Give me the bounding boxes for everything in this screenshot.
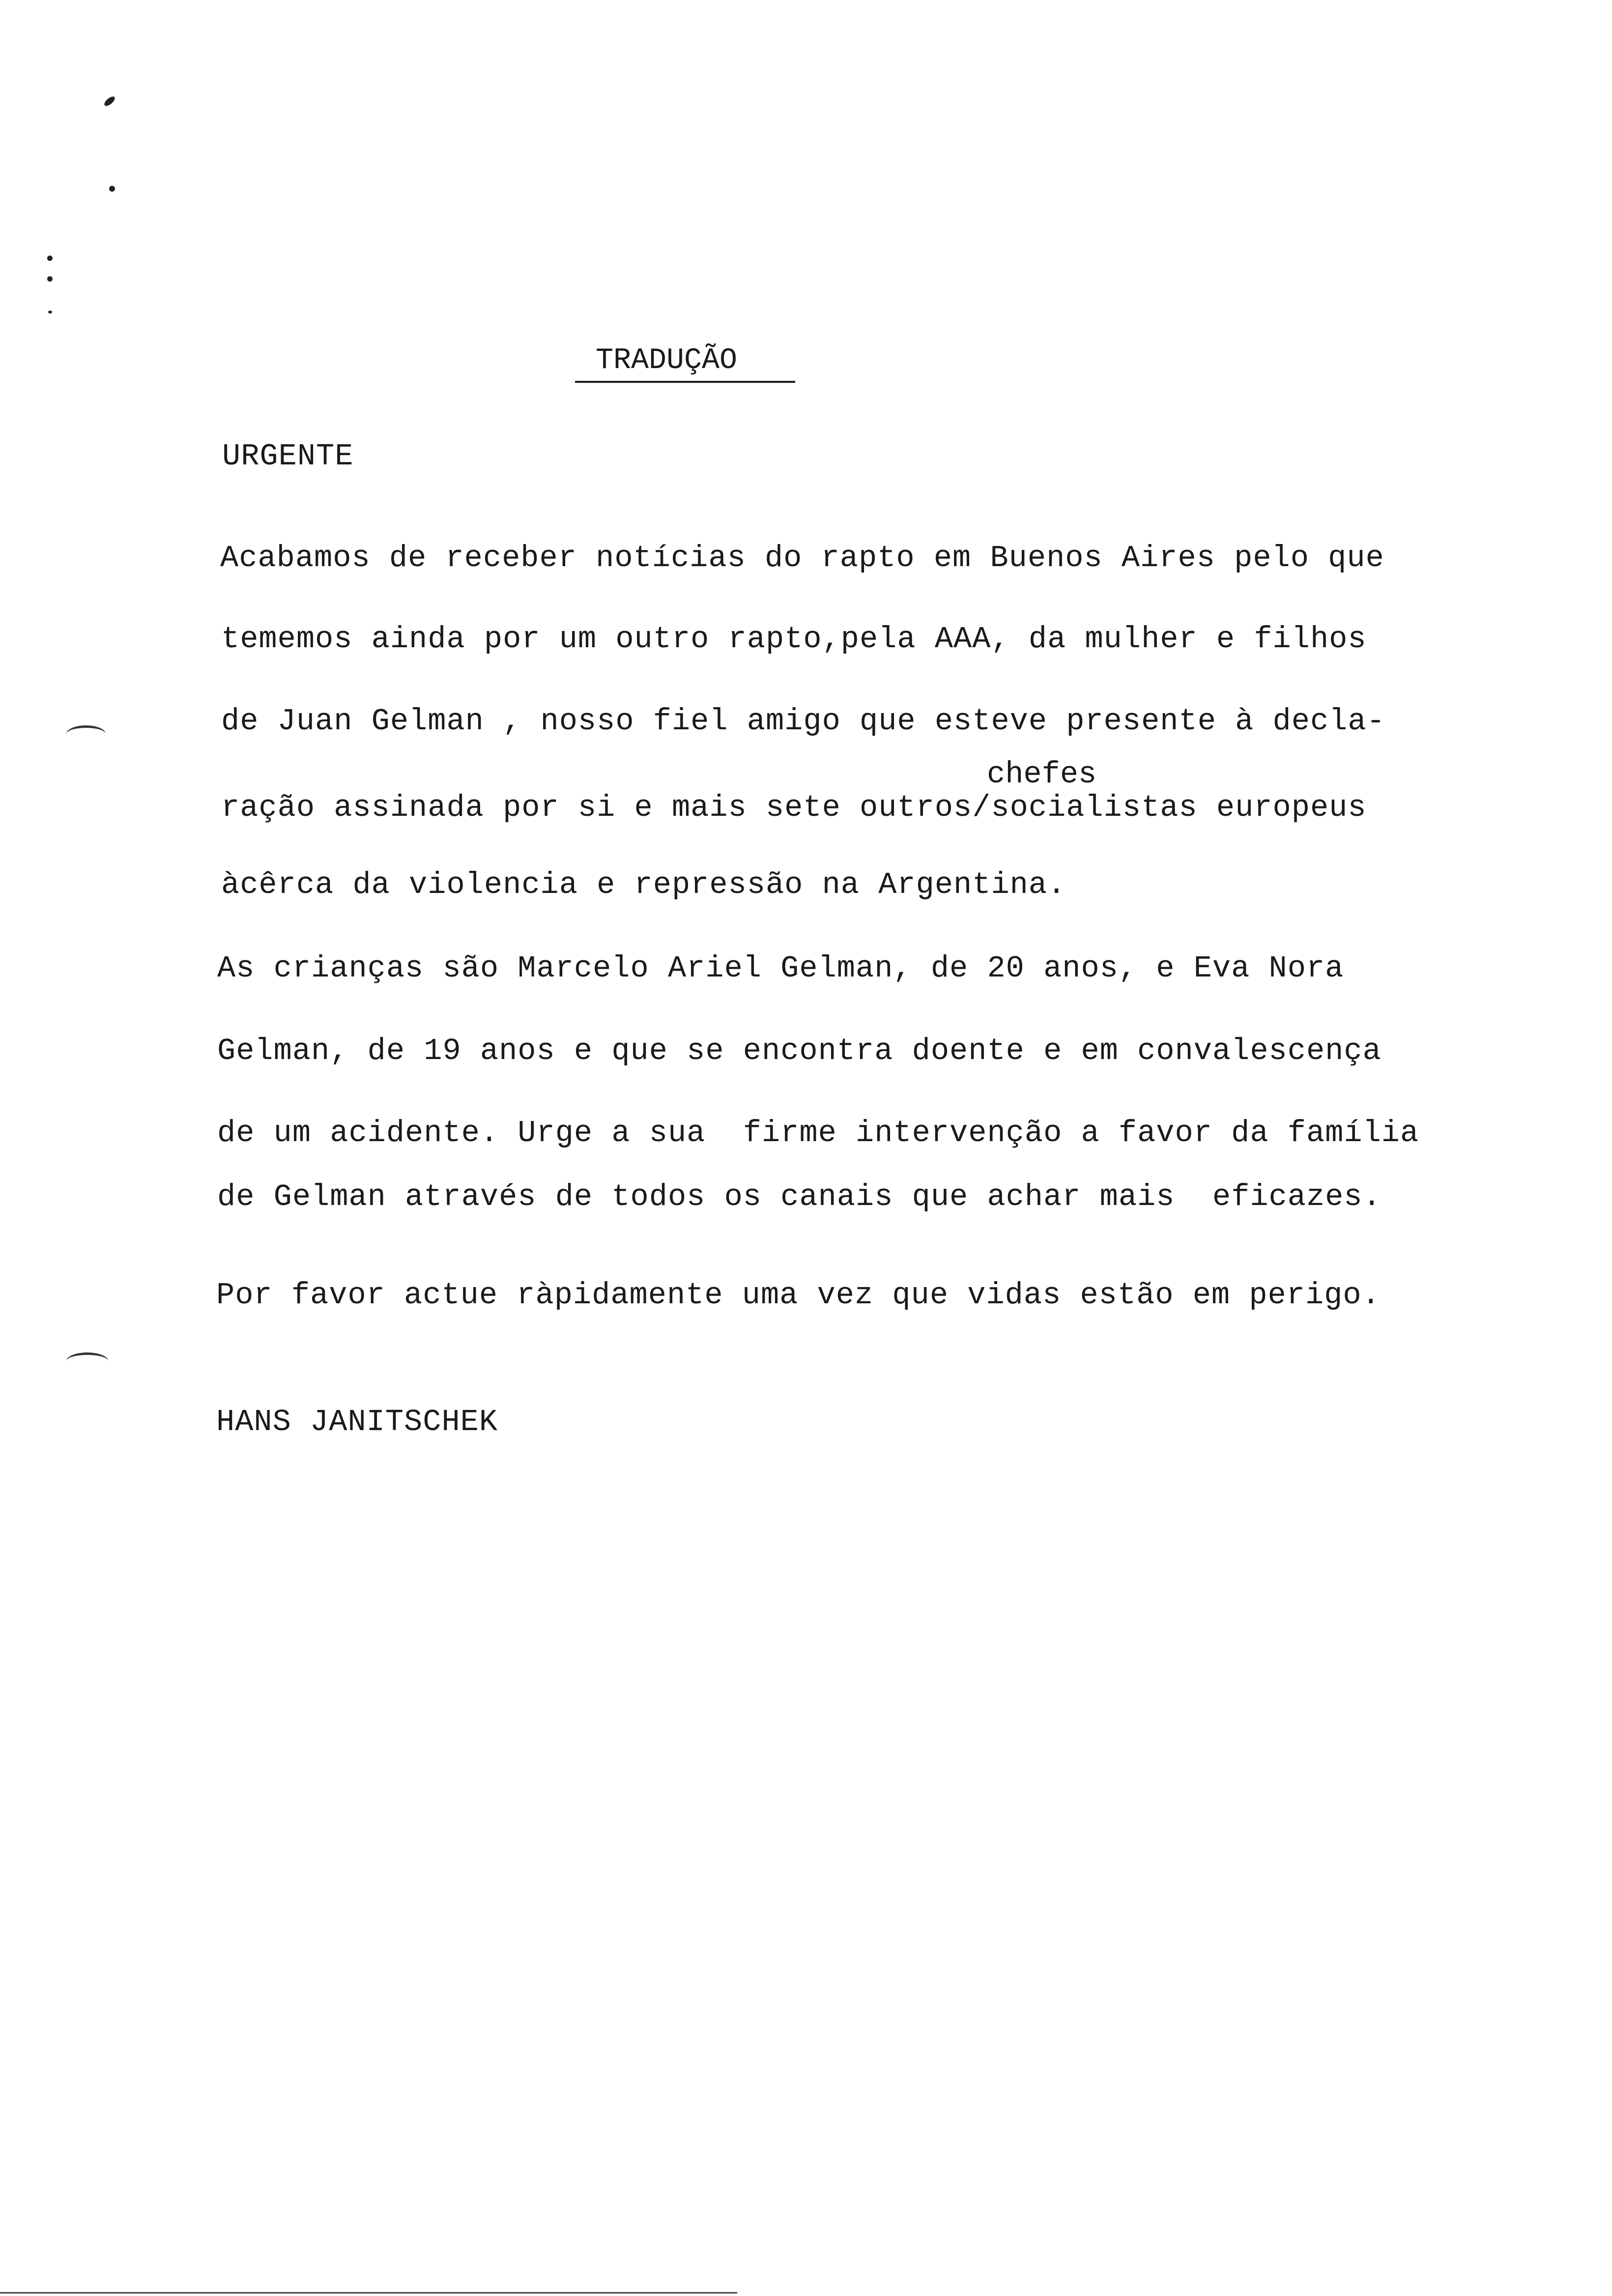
- margin-mark: [109, 186, 115, 192]
- body-line: tememos ainda por um outro rapto,pela AAA, da mulher e filhos: [221, 622, 1367, 657]
- body-line: Gelman, de 19 anos e que se encontra doente e em convalescença: [217, 1033, 1382, 1068]
- body-line: de Juan Gelman , nosso fiel amigo que esteve presente à decla-: [221, 704, 1385, 739]
- signature: HANS JANITSCHEK: [216, 1405, 498, 1439]
- body-line: de um acidente. Urge a sua firme intervenção a favor da família: [217, 1116, 1419, 1150]
- document-title: TRADUÇÃO: [596, 344, 738, 377]
- body-line: àcêrca da violencia e repressão na Argentina.: [221, 867, 1066, 902]
- interline-insertion: chefes: [987, 757, 1097, 792]
- margin-mark: [47, 276, 53, 282]
- margin-mark: [47, 256, 53, 261]
- body-line: Por favor actue ràpidamente uma vez que vidas estão em perigo.: [216, 1278, 1381, 1313]
- body-line: As crianças são Marcelo Ariel Gelman, de 20 anos, e Eva Nora: [217, 951, 1344, 986]
- margin-mark: [103, 95, 116, 108]
- title-underline: [575, 381, 795, 383]
- body-line: de Gelman através de todos os canais que achar mais eficazes.: [217, 1179, 1382, 1214]
- margin-arc: [66, 1352, 108, 1370]
- body-line: ração assinada por si e mais sete outros/socialistas europeus: [221, 790, 1367, 825]
- margin-mark: [48, 311, 52, 314]
- urgency-label: URGENTE: [222, 439, 354, 474]
- margin-arc: [66, 725, 106, 743]
- body-line: Acabamos de receber notícias do rapto em Buenos Aires pelo que: [220, 541, 1384, 575]
- page-edge-line: [0, 2292, 737, 2294]
